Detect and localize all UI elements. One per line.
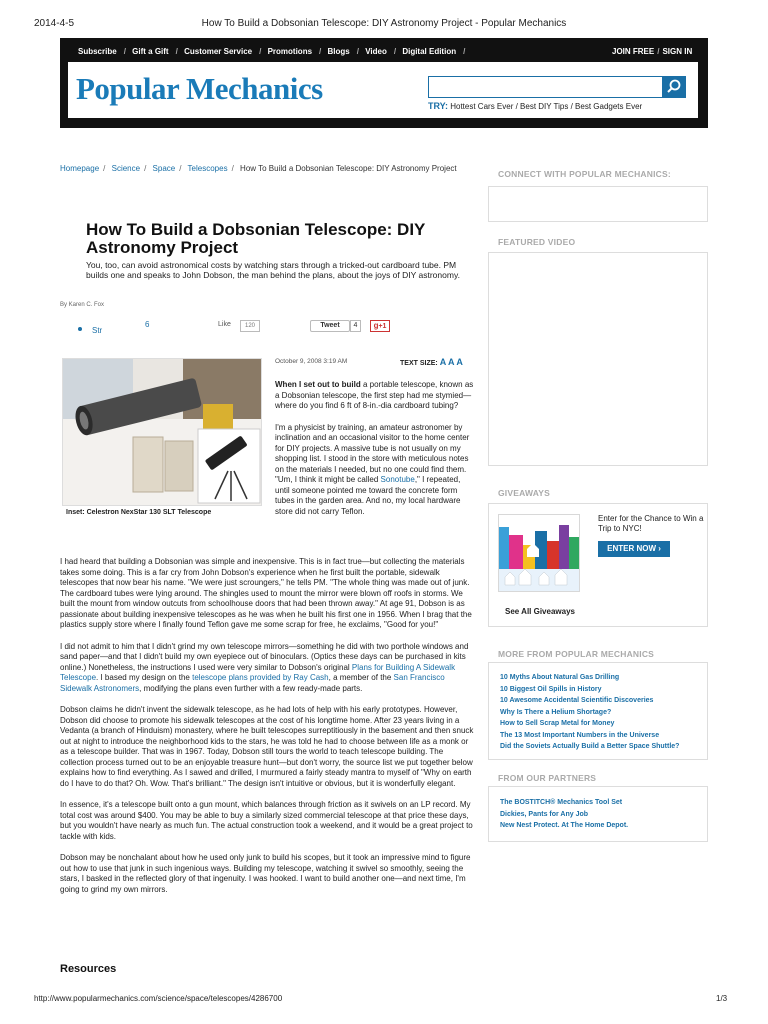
more-link[interactable]: How to Sell Scrap Metal for Money xyxy=(500,720,615,727)
partner-link[interactable]: New Nest Protect. At The Home Depot. xyxy=(500,822,629,829)
paragraph xyxy=(60,642,476,695)
nav-gift[interactable]: Gift a Gift xyxy=(132,47,169,56)
nav-video[interactable]: Video xyxy=(365,47,387,56)
p4-text-2: . I based my design on the xyxy=(96,673,193,682)
giveaways-heading: GIVEAWAYS xyxy=(498,488,551,498)
crumb-space[interactable]: Space xyxy=(152,164,176,173)
search-input[interactable] xyxy=(428,76,686,98)
try-link-cars[interactable]: Hottest Cars Ever xyxy=(450,102,514,111)
byline: By Karen C. Fox xyxy=(60,302,105,308)
like-count: 120 xyxy=(240,320,260,332)
join-free-link[interactable]: JOIN FREE xyxy=(612,47,655,56)
resources-heading: Resources xyxy=(60,963,117,975)
paragraph: Dobson may be nonchalant about how he used only junk to build his scopes, but it took an impressive mind to figure out how to use that junk in such ingenious ways. Building my telescope, watching it swivel so smoothly, seeing the stars, I basked in the reflected glory of that ingenuity. I was hooked. I want to build another one—and next time, I'm going to grind my own mirrors. xyxy=(60,853,471,894)
partners-list xyxy=(500,797,628,832)
try-link-gadgets[interactable]: Best Gadgets Ever xyxy=(575,102,643,111)
tweet-count: 4 xyxy=(350,320,361,332)
print-page-number: 1/3 xyxy=(716,994,728,1003)
giveaway-text: Enter for the Chance to Win a Trip to NYC! xyxy=(598,514,704,533)
share-count: 6 xyxy=(145,320,150,329)
paragraph: Dobson claims he didn't invent the sidewalk telescope, as he had lots of help with his early prototypes. However, Dobson did choose to promote his sidewalk telescopes at the cost of his longtime home. After 23 years living in a Vedanta (a branch of Hinduism) monastery, where he built telescopes surreptitiously in the basement and then snuck out at night to introduce the neighborhood kids to the stars, he was told he had to choose between life as a monk or as a telescope builder. That was in 1967. Today, Dobson still tours the world to teach telescope building. The collection process turned out to be an enjoyable treasure hunt—but don't worry, the source list we put together below explains how to find everything. As I sawed and drilled, I murmured a fairly steady mantra to myself of "Why on earth do I have to do that? Oh. Wow. That's brilliant." The design isn't intuitive or obvious, but it is wonderfully elegant. xyxy=(60,705,474,788)
share-bullet xyxy=(78,327,82,331)
crumb-science[interactable]: Science xyxy=(111,164,141,173)
paragraph: I had heard that building a Dobsonian was simple and inexpensive. This is in fact true—but collecting the materials takes some doing. This is a far cry from John Dobson's experience when he first built the portable, sidewalk telescopes that now bear his name. "We were just scroungers," he tells PM. "The whole thing was made out of junk. The cardboard tubes were lying around. The shingles used to mount the mirror were blown off roofs in storms. We built the mount from window outcuts from schoolhouse doors that had been thrown away." At age 91, Dobson is as passionate about building inexpensive telescopes as he was when he built his first one in 1956. When I brag that the plastics supply store where I finally found Teflon gave me some scrap for free, he exclaims, "Good for you!" xyxy=(60,557,472,629)
featured-video-player[interactable] xyxy=(488,252,708,466)
paragraph xyxy=(275,380,475,412)
more-link[interactable]: 10 Biggest Oil Spills in History xyxy=(500,685,602,693)
article-date: October 9, 2008 3:19 AM xyxy=(275,358,348,365)
more-heading: MORE FROM POPULAR MECHANICS xyxy=(498,649,655,659)
article-intro-column xyxy=(275,380,475,528)
account-links: JOIN FREE / SIGN IN xyxy=(612,47,693,56)
article-title: How To Build a Dobsonian Telescope: DIY Astronomy Project xyxy=(86,220,426,257)
partners-heading: FROM OUR PARTNERS xyxy=(498,773,597,783)
crumb-telescopes[interactable]: Telescopes xyxy=(187,164,228,173)
enter-now-button[interactable]: ENTER NOW › xyxy=(598,541,670,557)
see-all-giveaways-link[interactable]: See All Giveaways xyxy=(505,607,575,616)
print-date: 2014-4-5 xyxy=(34,18,75,29)
more-list xyxy=(500,672,679,753)
more-link[interactable]: Why Is There a Helium Shortage? xyxy=(500,708,612,716)
lead-in: When I set out to build xyxy=(275,380,361,389)
plans-link[interactable]: Plans for Building A Sidewalk Telescope xyxy=(60,662,456,682)
lead-text: a portable telescope, known as a Dobsonian telescope, the first step had me stymied—where do you find 6 ft of 8-in.-dia cardboard tubing? xyxy=(275,380,474,410)
featured-video-heading: FEATURED VIDEO xyxy=(498,237,576,247)
connect-box xyxy=(488,186,708,222)
breadcrumb: Homepage / Science / Space / Telescopes / How To Build a Dobsonian Telescope: DIY Astronomy Project xyxy=(60,164,457,173)
nav-blogs[interactable]: Blogs xyxy=(327,47,350,56)
nav-subscribe[interactable]: Subscribe xyxy=(78,47,117,56)
site-logo[interactable]: Popular Mechanics xyxy=(76,71,323,106)
crumb-current: How To Build a Dobsonian Telescope: DIY Astronomy Project xyxy=(240,164,457,173)
print-title: How To Build a Dobsonian Telescope: DIY Astronomy Project - Popular Mechanics xyxy=(201,18,567,29)
crumb-homepage[interactable]: Homepage xyxy=(60,164,100,173)
sign-in-link[interactable]: SIGN IN xyxy=(662,47,693,56)
sonotube-link[interactable]: Sonotube xyxy=(380,475,415,484)
text-size-label: TEXT SIZE: xyxy=(400,360,438,367)
print-url: http://www.popularmechanics.com/science/space/telescopes/4286700 xyxy=(34,994,283,1003)
nav-digital-edition[interactable]: Digital Edition xyxy=(402,47,457,56)
sf-astronomers-link[interactable]: San Francisco Sidewalk Astronomers xyxy=(60,673,445,693)
try-link-diy[interactable]: Best DIY Tips xyxy=(520,102,569,111)
gplus-label: +1 xyxy=(378,323,387,330)
text-size-control xyxy=(400,357,463,367)
article-body xyxy=(60,557,476,906)
share-link[interactable]: Str xyxy=(92,326,103,335)
nav-promotions[interactable]: Promotions xyxy=(267,47,313,56)
p2-text-end: ," I repeated, until someone pointed me toward the concrete form tubes in the garden area. And no, my local hardware store did not carry Teflon. xyxy=(275,475,461,516)
search-button[interactable] xyxy=(662,76,686,98)
article-photo[interactable] xyxy=(62,358,262,506)
more-link[interactable]: The 13 Most Important Numbers in the Universe xyxy=(500,731,660,739)
top-nav: Subscribe / Gift a Gift / Customer Service / Promotions / Blogs / Video / Digital Edition / xyxy=(78,47,466,56)
connect-heading: CONNECT WITH POPULAR MECHANICS: xyxy=(498,169,671,179)
p4-text-3: , a member of the xyxy=(328,673,394,682)
tweet-button[interactable]: Tweet xyxy=(310,320,350,332)
search-icon xyxy=(662,76,686,98)
telescope-photo-illustration xyxy=(63,359,262,506)
nav-customer-service[interactable]: Customer Service xyxy=(184,47,253,56)
ray-cash-link[interactable]: telescope plans provided by Ray Cash xyxy=(192,673,329,682)
google-plus-button[interactable]: g+1 xyxy=(370,320,390,332)
partner-link[interactable]: Dickies, Pants for Any Job xyxy=(500,810,589,818)
like-button[interactable]: Like xyxy=(218,321,231,328)
giveaway-image[interactable] xyxy=(498,514,580,592)
p4-text-4: , modifying the plans even further with a few ready-made parts. xyxy=(139,683,363,693)
more-link[interactable]: 10 Awesome Accidental Scientific Discoveries xyxy=(500,697,654,704)
nyc-skyline-illustration xyxy=(499,515,579,591)
photo-caption: Inset: Celestron NexStar 130 SLT Telescope xyxy=(66,509,212,516)
more-link[interactable]: 10 Myths About Natural Gas Drilling xyxy=(500,674,620,681)
text-size-options[interactable]: A A A xyxy=(439,357,463,367)
try-links: TRY: Hottest Cars Ever / Best DIY Tips / Best Gadgets Ever xyxy=(428,101,643,111)
paragraph xyxy=(275,423,475,518)
try-label: TRY: xyxy=(428,101,448,111)
p4-text: I did not admit to him that I didn't grind my own telescope mirrors—something he did with two porthole windows and sand paper—and that I didn't build my own eyepiece out of binoculars. (Optics these days can be purchased in kits online.) Nonetheless, the instructions I used were very similar to Dobson's original xyxy=(60,641,469,672)
partner-link[interactable]: The BOSTITCH® Mechanics Tool Set xyxy=(500,799,623,806)
more-link[interactable]: Did the Soviets Actually Build a Better Space Shuttle? xyxy=(500,743,680,750)
p2-text: I'm a physicist by training, an amateur astronomer by inclination and an occasional visitor to the home center for DIY projects. A massive tube is not usually on my shopping list. I stood in the store with meticulous notes on the materials I needed, but no one could find them. "Um, I think it might be called xyxy=(275,422,470,484)
article-dek: You, too, can avoid astronomical costs by watching stars through a tricked-out cardboard tube. PM builds one and speaks to John Dobson, the man behind the plans, about the joys of DIY astronomy. xyxy=(86,260,460,280)
paragraph: In essence, it's a telescope built onto a gun mount, which balances through friction as it swivels on an LP record. My total cost was around $400. You may be able to buy a similarly sized commercial telescope at that price these days, but you wouldn't have nearly as much fun. The actual construction took a weekend, and it would be a great project to tackle with kids. xyxy=(60,800,473,841)
